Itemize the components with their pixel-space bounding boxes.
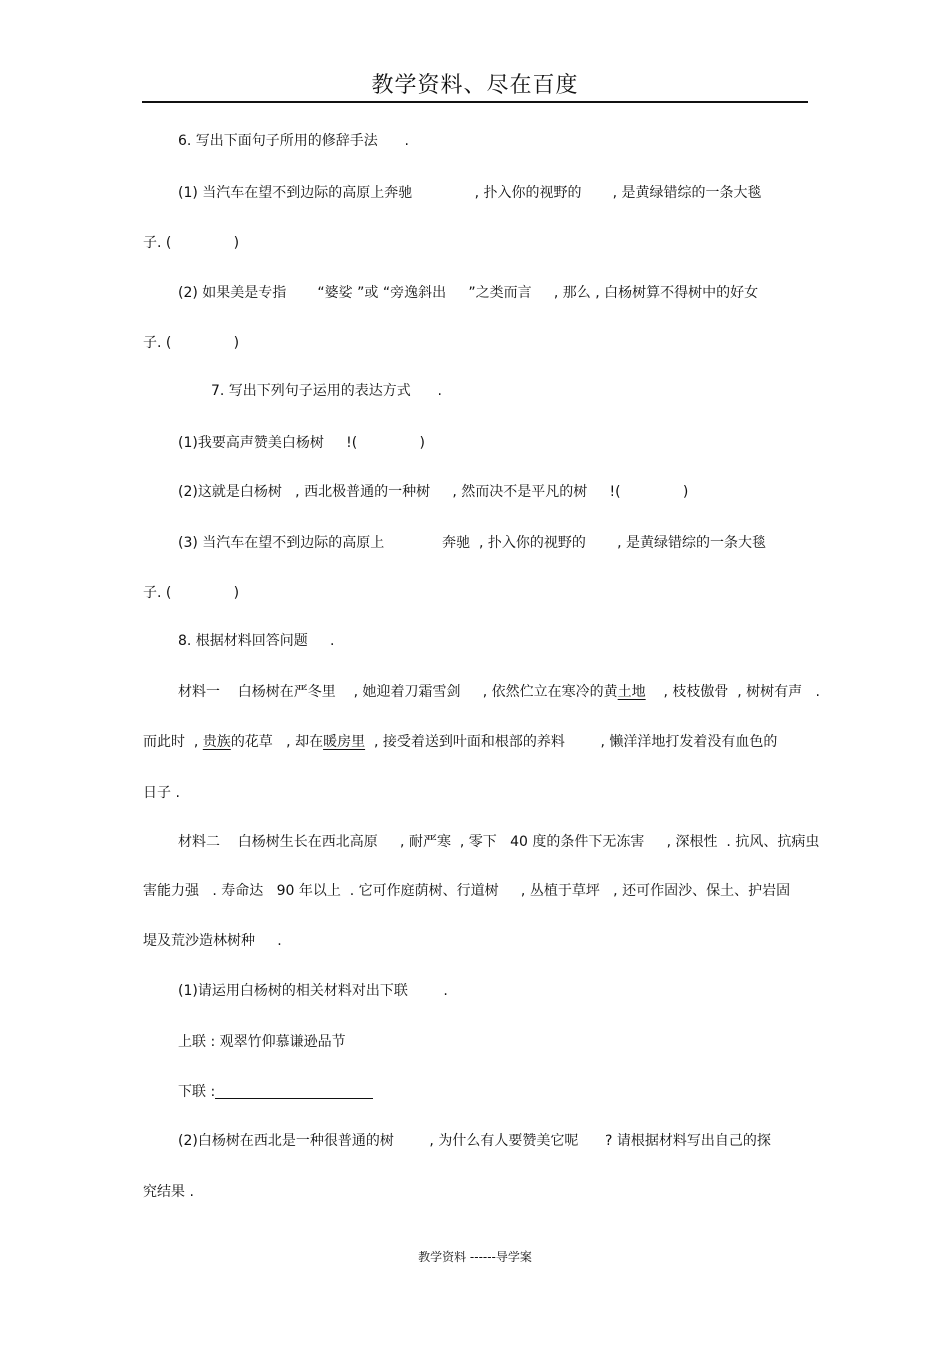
q7-sentence-2: (2)这就是白杨树 , 西北极普通的一种树 , 然而决不是平凡的树 !( ) bbox=[178, 484, 689, 500]
q8-lower-couplet bbox=[178, 1083, 373, 1101]
q8-material-2-line-3: 堤及荒沙造林树种 . bbox=[143, 933, 282, 949]
lower-couplet-answer-blank[interactable] bbox=[215, 1084, 373, 1099]
underlined-word-huangtudi: 土地 bbox=[617, 684, 646, 700]
q8-material-1-line-2 bbox=[143, 733, 777, 751]
q7-sentence-3-line-2: 子. ( ) bbox=[143, 585, 240, 601]
material-1-line-2-c: , 接受着送到叶面和根部的养料 , 懒洋洋地打发着没有血色的 bbox=[365, 734, 778, 750]
q6-sentence-1-line-2: 子. ( ) bbox=[143, 235, 240, 251]
material-1-line-2-b: 的花草 , 却在 bbox=[230, 734, 324, 750]
q7-sentence-1: (1)我要高声赞美白杨树 !( ) bbox=[178, 435, 425, 451]
material-1-text-b: , 枝枝傲骨 , 树树有声 . bbox=[645, 684, 820, 700]
q6-sentence-2-line-2: 子. ( ) bbox=[143, 335, 240, 351]
material-1-text-a: 材料一 白杨树在严冬里 , 她迎着刀霜雪剑 , 依然伫立在寒冷的黄 bbox=[178, 684, 618, 700]
q8-material-2-line-1: 材料二 白杨树生长在西北高原 , 耐严寒 , 零下 40 度的条件下无冻害 , 深根性 . 抗风、抗病虫 bbox=[178, 834, 820, 850]
q7-sentence-3-line-1: (3) 当汽车在望不到边际的高原上 奔驰 , 扑入你的视野的 , 是黄绿错综的一条大毯 bbox=[178, 535, 766, 551]
lower-couplet-label: 下联 : bbox=[178, 1084, 216, 1100]
underlined-word-nuanfangli: 暖房里 bbox=[323, 734, 366, 750]
header-divider bbox=[142, 101, 808, 103]
q8-material-1-line-1 bbox=[178, 683, 820, 701]
q8-part-2-line-1: (2)白杨树在西北是一种很普通的树 , 为什么有人要赞美它呢 ? 请根据材料写出自己的探 bbox=[178, 1133, 771, 1149]
q6-sentence-2-line-1: (2) 如果美是专指 “婆娑 ”或 “旁逸斜出 ”之类而言 , 那么 , 白杨树算不得树中的好女 bbox=[178, 285, 759, 301]
material-1-line-2-a: 而此时 , bbox=[143, 734, 203, 750]
underlined-word-guizu: 贵族 bbox=[202, 734, 231, 750]
q8-upper-couplet: 上联 : 观翠竹仰慕谦逊品节 bbox=[178, 1034, 346, 1050]
q8-title: 8. 根据材料回答问题 . bbox=[178, 633, 335, 649]
q6-sentence-1-line-1: (1) 当汽车在望不到边际的高原上奔驰 , 扑入你的视野的 , 是黄绿错综的一条大毯 bbox=[178, 185, 762, 201]
q6-title: 6. 写出下面句子所用的修辞手法 . bbox=[178, 133, 409, 149]
q8-part-1-prompt: (1)请运用白杨树的相关材料对出下联 . bbox=[178, 983, 448, 999]
page-header-title: 教学资料、尽在百度 bbox=[371, 73, 579, 98]
q7-title: 7. 写出下列句子运用的表达方式 . bbox=[211, 383, 442, 399]
q8-material-1-line-3: 日子 . bbox=[143, 785, 180, 801]
page-footer: 教学资料 ------导学案 bbox=[418, 1250, 532, 1264]
q8-part-2-line-2: 究结果 . bbox=[143, 1184, 194, 1200]
q8-material-2-line-2: 害能力强 . 寿命达 90 年以上 . 它可作庭荫树、行道树 , 丛植于草坪 , 还可作固沙、保土、护岩固 bbox=[143, 883, 791, 899]
